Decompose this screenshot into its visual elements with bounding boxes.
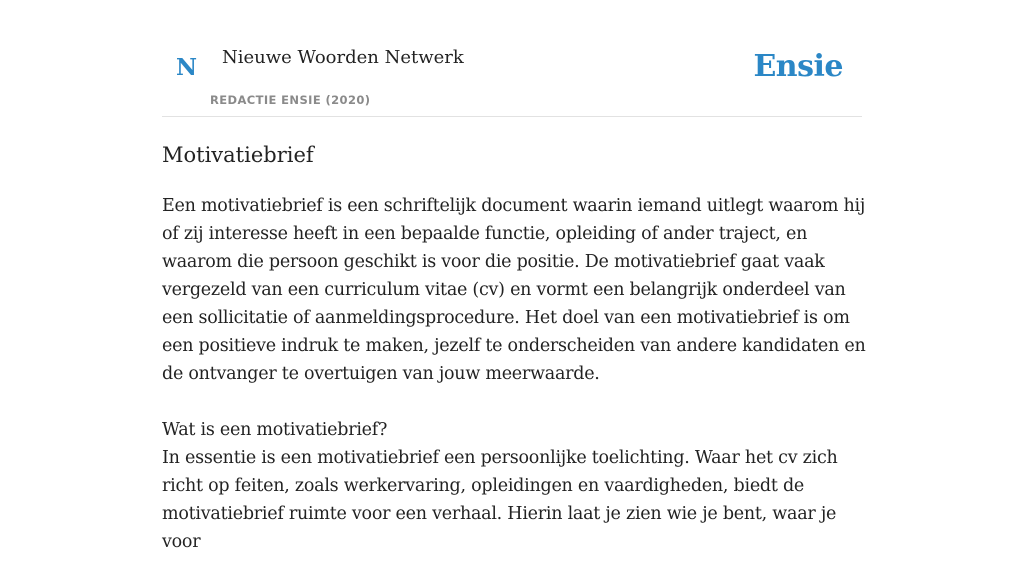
article-paragraph: In essentie is een motivatiebrief een persoonlijke toelichting. Waar het cv zich richt op feiten, zoals werkervaring, opleidingen en vaardigheden, biedt de motivatiebrief ruimte voor een verhaal. Hierin laat je zien wie je bent, waar je voor bbox=[162, 448, 838, 552]
page-title: Nieuwe Woorden Netwerk bbox=[222, 47, 464, 68]
brand-logo[interactable]: Ensie bbox=[753, 49, 843, 84]
author-label: REDACTIE ENSIE (2020) bbox=[210, 93, 371, 107]
header bbox=[162, 0, 862, 117]
article-subheading: Wat is een motivatiebrief? bbox=[162, 420, 388, 440]
logo-icon[interactable]: N bbox=[176, 54, 198, 81]
article-paragraph: Een motivatiebrief is een schriftelijk document waarin iemand uitlegt waarom hij of zij interesse heeft in een bepaalde functie, opleiding of ander traject, en waarom die persoon geschikt is voor die positie. De motivatiebrief gaat vaak vergezeld van een curriculum vitae (cv) en vormt een belangrijk onderdeel van een sollicitatie of aanmeldingsprocedure. Het doel van een motivatiebrief is om een positieve indruk te maken, jezelf te onderscheiden van andere kandidaten en de ontvanger te overtuigen van jouw meerwaarde. bbox=[162, 196, 866, 384]
article-heading: Motivatiebrief bbox=[162, 143, 314, 167]
article-content bbox=[162, 140, 867, 584]
